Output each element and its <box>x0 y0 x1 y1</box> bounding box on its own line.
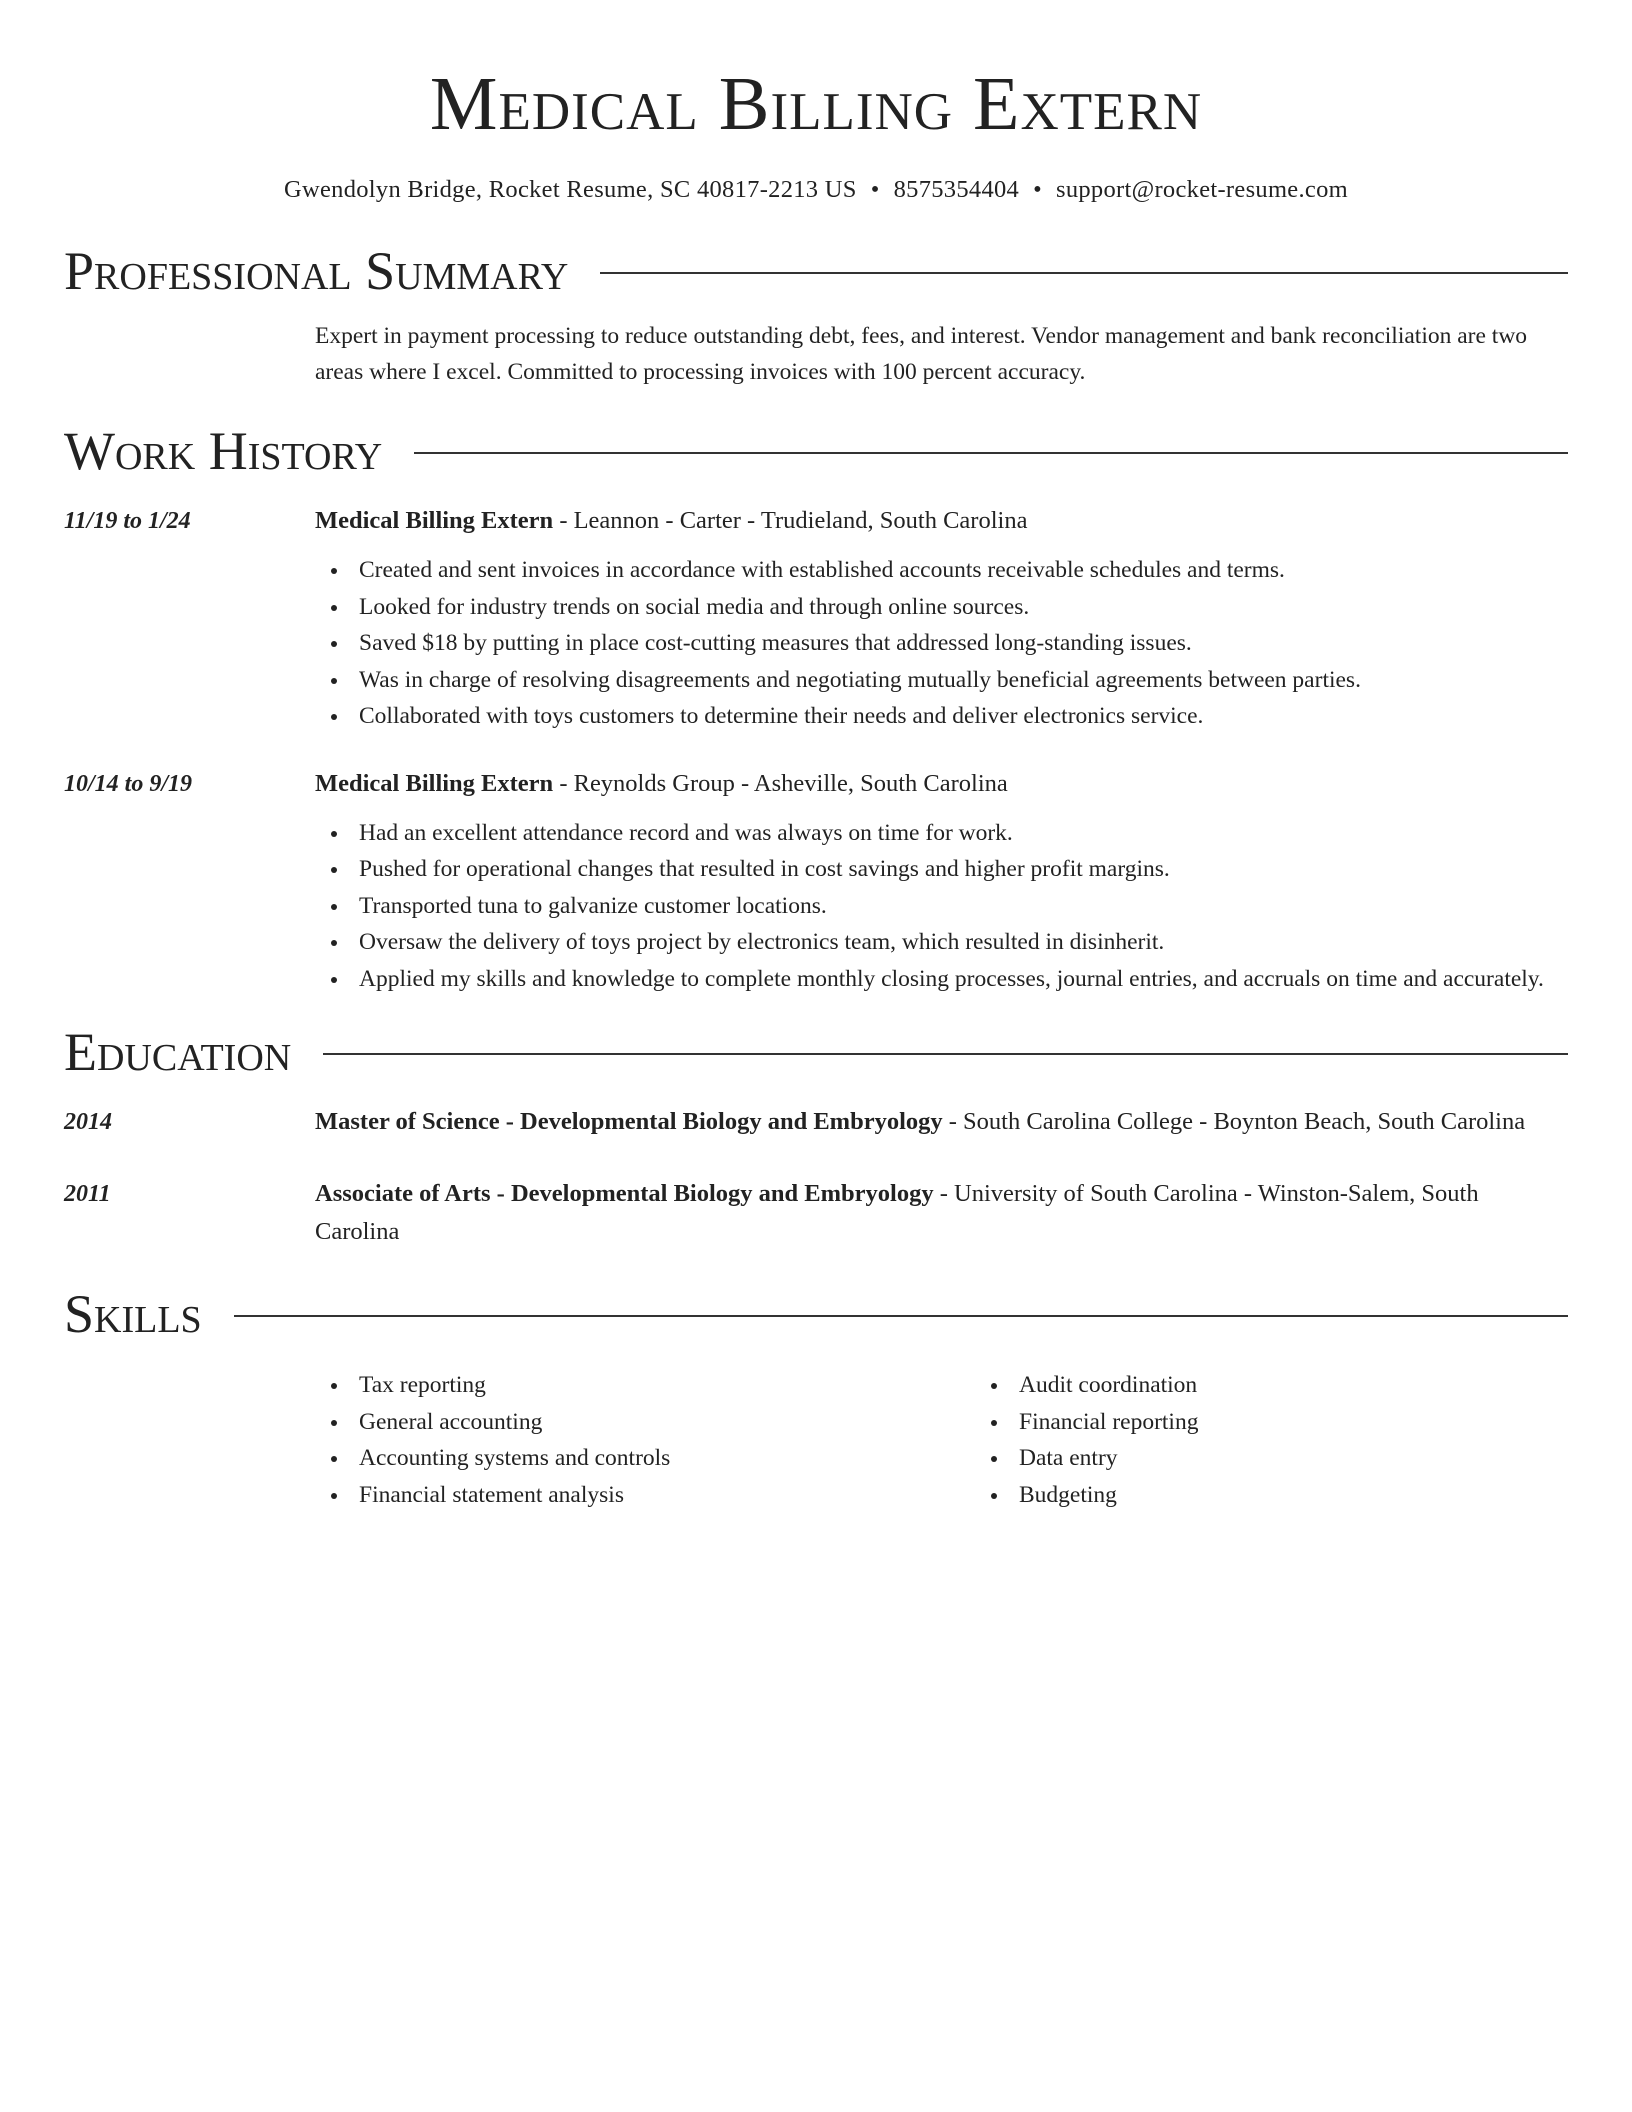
skill-item: General accounting <box>359 1404 975 1441</box>
summary-body <box>315 318 1568 390</box>
skill-item: Financial reporting <box>1019 1404 1632 1441</box>
contact-phone: 8575354404 <box>893 176 1020 203</box>
contact-separator: • <box>1033 176 1042 203</box>
list-item: Applied my skills and knowledge to complete monthly closing processes, journal entries, and accruals on time and accurately. <box>359 961 1568 998</box>
job-heading <box>315 765 1568 803</box>
education-year: 2011 <box>64 1181 111 1207</box>
section-divider <box>600 272 1568 274</box>
job-details: - Reynolds Group - Asheville, South Carolina <box>553 769 1008 797</box>
contact-separator: • <box>870 176 880 203</box>
list-item: Oversaw the delivery of toys project by electronics team, which resulted in disinherit. <box>359 924 1568 961</box>
section-divider <box>414 452 1568 454</box>
list-item: Had an excellent attendance record and was always on time for work. <box>359 815 1568 852</box>
skill-item: Tax reporting <box>359 1367 975 1404</box>
section-header <box>64 238 1568 304</box>
section-header <box>64 1281 1568 1347</box>
section-title-summary: Professional Summary <box>64 241 569 301</box>
section-title-skills: Skills <box>64 1284 202 1344</box>
job-entry <box>64 502 1568 735</box>
job-role: Medical Billing Extern <box>315 507 554 534</box>
job-bullets <box>315 552 1568 735</box>
section-title-work: Work History <box>64 421 383 481</box>
education-degree: Associate of Arts - Developmental Biology and Embryology <box>315 1180 934 1207</box>
skill-item: Financial statement analysis <box>359 1477 975 1514</box>
job-dates: 10/14 to 9/19 <box>64 770 193 797</box>
contact-email: support@rocket-resume.com <box>1056 176 1348 203</box>
section-divider <box>234 1315 1568 1317</box>
skills-list-left <box>315 1367 975 1513</box>
list-item: Was in charge of resolving disagreements and negotiating mutually beneficial agreements between parties. <box>359 662 1568 699</box>
summary-text: Expert in payment processing to reduce outstanding debt, fees, and interest. Vendor management and bank reconciliation are two areas where I excel. Committed to processing invoices with 100 percent accuracy. <box>315 323 1528 385</box>
work-section <box>64 418 1568 997</box>
job-details: - Leannon - Carter - Trudieland, South Carolina <box>553 507 1028 534</box>
education-year: 2014 <box>64 1109 112 1135</box>
skill-item: Audit coordination <box>1019 1367 1632 1404</box>
list-item: Saved $18 by putting in place cost-cutting measures that addressed long-standing issues. <box>359 625 1568 662</box>
education-details: - South Carolina College - Boynton Beach, South Carolina <box>942 1108 1526 1135</box>
list-item: Collaborated with toys customers to determine their needs and deliver electronics service. <box>359 698 1568 735</box>
education-degree: Master of Science - Developmental Biology and Embryology <box>315 1108 943 1135</box>
section-header <box>64 418 1568 484</box>
list-item: Pushed for operational changes that resulted in cost savings and higher profit margins. <box>359 851 1568 888</box>
education-heading <box>315 1103 1568 1141</box>
section-title-education: Education <box>64 1022 292 1082</box>
list-item: Looked for industry trends on social media and through online sources. <box>359 589 1568 626</box>
contact-address: Gwendolyn Bridge, Rocket Resume, SC 40817-2213 US <box>283 176 857 203</box>
list-item: Created and sent invoices in accordance with established accounts receivable schedules and terms. <box>359 552 1568 589</box>
education-body <box>315 1175 1568 1251</box>
job-role: Medical Billing Extern <box>315 769 554 797</box>
education-body <box>315 1103 1568 1141</box>
skill-item: Data entry <box>1019 1440 1632 1477</box>
job-body <box>315 502 1568 735</box>
education-heading <box>315 1175 1568 1251</box>
summary-section <box>64 238 1568 390</box>
education-details: - University of South Carolina - Winston-Salem, South Carolina <box>315 1180 1479 1245</box>
skill-item: Budgeting <box>1019 1477 1632 1514</box>
section-header <box>64 1019 1568 1085</box>
skills-list-right <box>975 1367 1632 1513</box>
skill-item: Accounting systems and controls <box>359 1440 975 1477</box>
skills-section <box>64 1281 1568 1513</box>
section-divider <box>323 1053 1568 1055</box>
job-body <box>315 765 1568 998</box>
skills-grid <box>315 1367 1632 1513</box>
education-entry <box>64 1175 1568 1251</box>
contact-line <box>64 174 1568 206</box>
resume-name: Medical Billing Extern <box>429 62 1203 146</box>
education-section <box>64 1019 1568 1251</box>
summary-row <box>64 318 1568 390</box>
job-bullets <box>315 815 1568 998</box>
job-dates: 11/19 to 1/24 <box>64 508 191 534</box>
job-entry <box>64 765 1568 998</box>
skills-row <box>64 1367 1568 1513</box>
job-heading <box>315 502 1568 540</box>
education-entry <box>64 1103 1568 1141</box>
list-item: Transported tuna to galvanize customer locations. <box>359 888 1568 925</box>
